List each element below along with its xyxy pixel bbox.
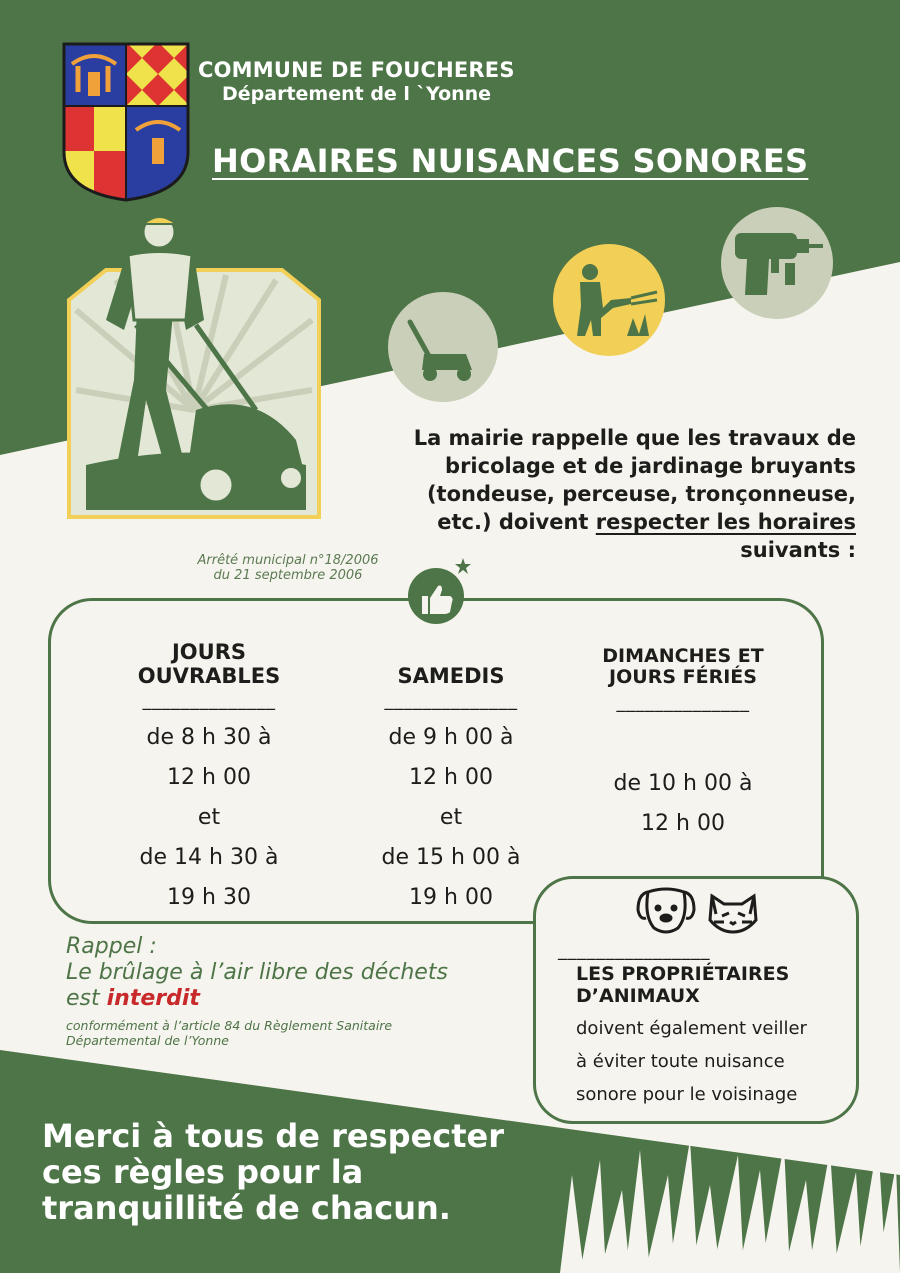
- lawnmower-circle: [388, 292, 498, 402]
- column-3-divider: ______________: [616, 692, 750, 713]
- animals-title: [576, 963, 789, 1007]
- intro-line-4: [336, 508, 856, 536]
- rappel-line-2-start: est: [66, 986, 107, 1011]
- pets-icons: [634, 886, 760, 936]
- intro-line-4-start: etc.) doivent: [437, 510, 596, 534]
- column-2-time-1: de 9 h 00 à: [388, 725, 514, 750]
- drill-icon: [721, 207, 833, 319]
- rappel-label: Rappel :: [66, 934, 157, 959]
- lawnmower-man-illustration: [66, 210, 322, 520]
- column-1-divider: ______________: [142, 690, 276, 711]
- animals-divider: ________________: [558, 940, 710, 961]
- hedge-trimmer-circle: [553, 244, 665, 356]
- column-2-time-4: de 15 h 00 à: [381, 845, 521, 870]
- animals-text-line-1: doivent également veiller: [576, 1018, 807, 1039]
- column-dimanches-feries: [570, 646, 796, 844]
- rappel-note-line-2: Départemental de l’Yonne: [66, 1033, 229, 1048]
- column-1-time-5: 19 h 30: [167, 885, 251, 910]
- column-samedis: [338, 640, 564, 918]
- column-3-title: [570, 646, 796, 688]
- intro-line-2: bricolage et de jardinage bruyants: [445, 454, 856, 478]
- header: [198, 58, 515, 105]
- column-2-title-line-1: SAMEDIS: [397, 664, 505, 688]
- rappel-line-2: [66, 986, 448, 1012]
- closing-line-3: tranquillité de chacun.: [42, 1189, 451, 1227]
- column-1-time-4: de 14 h 30 à: [139, 845, 279, 870]
- intro-line-4-underlined: respecter les horaires: [595, 510, 856, 534]
- column-1-title: [96, 640, 322, 688]
- rappel-section: [66, 934, 448, 1012]
- column-1-time-3: et: [197, 805, 221, 830]
- animals-text: [576, 1012, 846, 1111]
- commune-name: COMMUNE DE FOUCHERES: [198, 58, 515, 82]
- column-2-time-2: 12 h 00: [409, 765, 493, 790]
- rappel-interdit: interdit: [106, 986, 200, 1011]
- column-3-title-line-2: JOURS FÉRIÉS: [609, 666, 757, 688]
- page-title: HORAIRES NUISANCES SONORES: [212, 142, 809, 180]
- column-2-time-5: 19 h 00: [409, 885, 493, 910]
- coat-of-arms-logo: [62, 42, 190, 202]
- intro-line-1: La mairie rappelle que les travaux de: [413, 426, 856, 450]
- column-3-time-2: 12 h 00: [641, 811, 725, 836]
- drill-circle: [721, 207, 833, 319]
- column-1-title-line-2: OUVRABLES: [137, 664, 281, 688]
- dog-icon: [638, 889, 694, 932]
- intro-line-3: (tondeuse, perceuse, tronçonneuse,: [426, 482, 856, 506]
- column-1-times: [96, 718, 322, 918]
- animals-text-line-3: sonore pour le voisinage: [576, 1084, 798, 1105]
- rappel-note-line-1: conformément à l’article 84 du Règlement Sanitaire: [66, 1018, 393, 1033]
- rappel-line-1: Le brûlage à l’air libre des déchets: [66, 960, 448, 985]
- rappel-note: [66, 1018, 392, 1048]
- departement-name: Département de l `Yonne: [222, 83, 492, 105]
- column-2-time-3: et: [439, 805, 463, 830]
- column-3-time-1: de 10 h 00 à: [613, 771, 753, 796]
- hedge-trimmer-worker-icon: [553, 244, 665, 356]
- animals-title-line-2: D’ANIMAUX: [576, 985, 700, 1007]
- column-3-title-line-1: DIMANCHES ET: [602, 645, 764, 667]
- lawnmower-icon: [388, 292, 498, 402]
- column-1-time-1: de 8 h 30 à: [146, 725, 272, 750]
- thumbs-up-badge-icon: [406, 556, 474, 626]
- intro-text: [336, 424, 856, 564]
- column-1-time-2: 12 h 00: [167, 765, 251, 790]
- animals-title-line-1: LES PROPRIÉTAIRES: [576, 963, 790, 985]
- intro-line-5: suivants :: [740, 538, 856, 562]
- arrete-line-1: Arrêté municipal n°18/2006: [197, 553, 379, 568]
- column-3-times: [570, 764, 796, 844]
- animals-text-line-2: à éviter toute nuisance: [576, 1051, 785, 1072]
- closing-line-2: ces règles pour la: [42, 1153, 364, 1191]
- column-2-title: [338, 640, 564, 688]
- closing-line-1: Merci à tous de respecter: [42, 1117, 505, 1155]
- column-1-title-line-1: JOURS: [171, 640, 246, 664]
- arrete-reference: [168, 553, 408, 583]
- column-2-divider: ______________: [384, 690, 518, 711]
- arrete-line-2: du 21 septembre 2006: [213, 568, 363, 583]
- column-jours-ouvrables: [96, 640, 322, 918]
- cat-icon: [710, 896, 756, 932]
- closing-message: [42, 1118, 504, 1226]
- column-2-times: [338, 718, 564, 918]
